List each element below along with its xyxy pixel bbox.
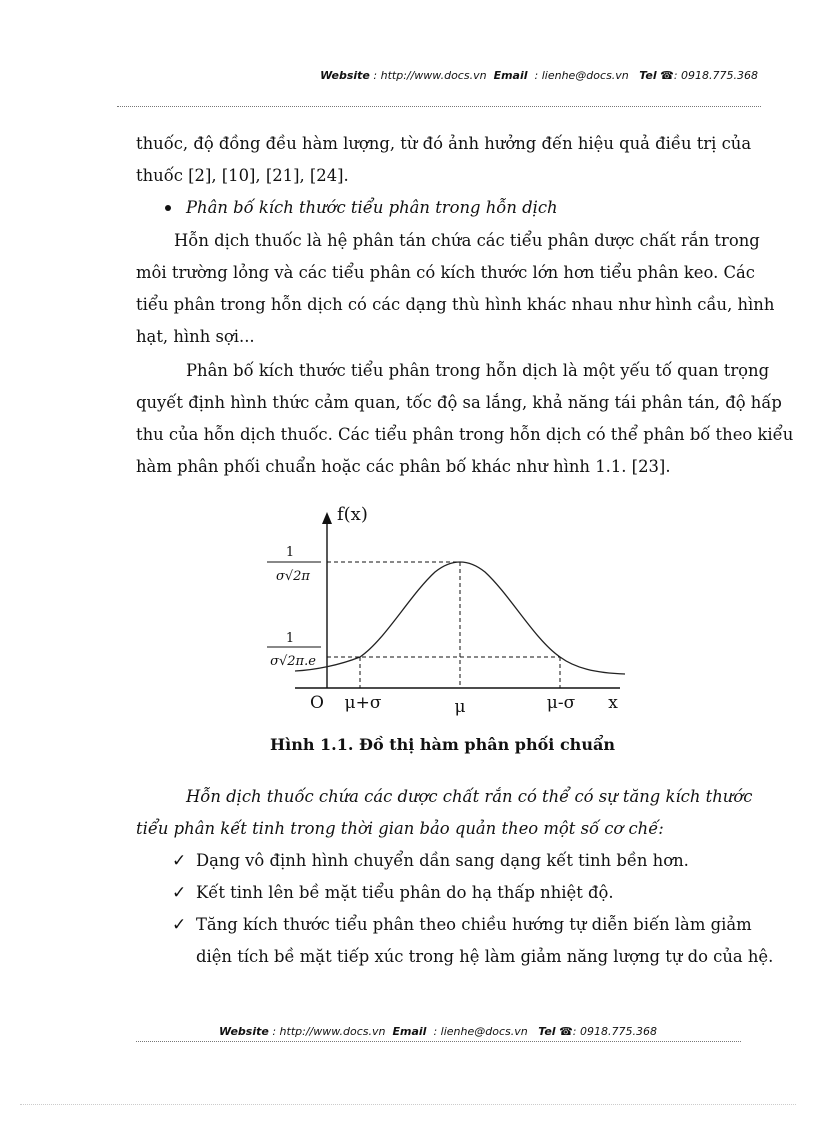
header-tel-value: : 0918.775.368 (673, 69, 758, 82)
paragraph-line: thuốc [2], [10], [21], [24]. (136, 166, 349, 185)
mu-label: μ (454, 697, 466, 717)
phone-icon: ☎ (559, 1025, 573, 1038)
paragraph-line: hàm phân phối chuẩn hoặc các phân bố khác như hình 1.1. [23]. (136, 457, 671, 476)
bullet-heading: Phân bố kích thước tiểu phân trong hỗn dịch (186, 198, 558, 217)
paragraph-line: Hỗn dịch thuốc chứa các dược chất rắn có thể có sự tăng kích thước (186, 787, 753, 806)
check-item-continuation: diện tích bề mặt tiếp xúc trong hệ làm giảm năng lượng tự do của hệ. (196, 947, 774, 966)
checkmark-icon: ✓ (172, 915, 187, 935)
paragraph-line: thuốc, độ đồng đều hàm lượng, từ đó ảnh hưởng đến hiệu quả điều trị của (136, 134, 752, 153)
footer-website-label: Website (219, 1025, 269, 1038)
paragraph-line: thu của hỗn dịch thuốc. Các tiểu phân trong hỗn dịch có thể phân bố theo kiểu (136, 425, 794, 444)
header-website-label: Website (320, 69, 370, 82)
mu-minus-sigma-label: μ-σ (546, 693, 576, 713)
x-axis-label: x (608, 693, 618, 713)
header-website-link[interactable]: : http://www.docs.vn (373, 69, 487, 82)
page-edge-divider (20, 1104, 796, 1105)
normal-distribution-figure (255, 500, 635, 730)
page-footer (30, 1025, 816, 1038)
mu-plus-sigma-label: μ+σ (344, 693, 382, 713)
check-item: Kết tinh lên bề mặt tiểu phân do hạ thấp nhiệt độ. (196, 883, 614, 902)
footer-website-link[interactable]: : http://www.docs.vn (272, 1025, 386, 1038)
header-email-label: Email (493, 69, 528, 82)
phone-icon: ☎ (660, 69, 674, 82)
paragraph-line: môi trường lỏng và các tiểu phân có kích thước lớn hơn tiểu phân keo. Các (136, 263, 755, 282)
bullet-icon (165, 205, 171, 211)
inflection-fraction-numerator: 1 (285, 631, 295, 646)
header-email-link[interactable]: : lienhe@docs.vn (534, 69, 629, 82)
check-item: Dạng vô định hình chuyển dần sang dạng kết tinh bền hơn. (196, 851, 689, 870)
paragraph-line: tiểu phân trong hỗn dịch có các dạng thù hình khác nhau như hình cầu, hình (136, 295, 775, 314)
footer-divider (136, 1041, 741, 1042)
paragraph-line: quyết định hình thức cảm quan, tốc độ sa lắng, khả năng tái phân tán, độ hấp (136, 393, 782, 412)
checkmark-icon: ✓ (172, 883, 187, 903)
paragraph-line: tiểu phân kết tinh trong thời gian bảo quản theo một số cơ chế: (136, 819, 664, 838)
header-divider (117, 106, 761, 107)
paragraph-line: Hỗn dịch thuốc là hệ phân tán chứa các tiểu phân dược chất rắn trong (174, 231, 760, 250)
check-item: Tăng kích thước tiểu phân theo chiều hướng tự diễn biến làm giảm (196, 915, 752, 934)
page-header (0, 69, 816, 82)
peak-fraction-denominator: σ√2π (276, 569, 310, 584)
inflection-fraction-denominator: σ√2π.e (270, 654, 316, 669)
footer-email-label: Email (392, 1025, 427, 1038)
checkmark-icon: ✓ (172, 851, 187, 871)
peak-fraction-numerator: 1 (285, 545, 295, 560)
paragraph-line: Phân bố kích thước tiểu phân trong hỗn dịch là một yếu tố quan trọng (186, 361, 770, 380)
origin-label: O (310, 693, 324, 713)
paragraph-line: hạt, hình sợi... (136, 327, 255, 346)
y-axis-label: f(x) (337, 504, 368, 525)
header-tel-label: Tel (639, 69, 657, 82)
y-axis-arrow (322, 512, 332, 524)
figure-caption: Hình 1.1. Đồ thị hàm phân phối chuẩn (270, 735, 615, 754)
footer-email-link[interactable]: : lienhe@docs.vn (433, 1025, 528, 1038)
footer-tel-value: : 0918.775.368 (572, 1025, 657, 1038)
footer-tel-label: Tel (538, 1025, 556, 1038)
